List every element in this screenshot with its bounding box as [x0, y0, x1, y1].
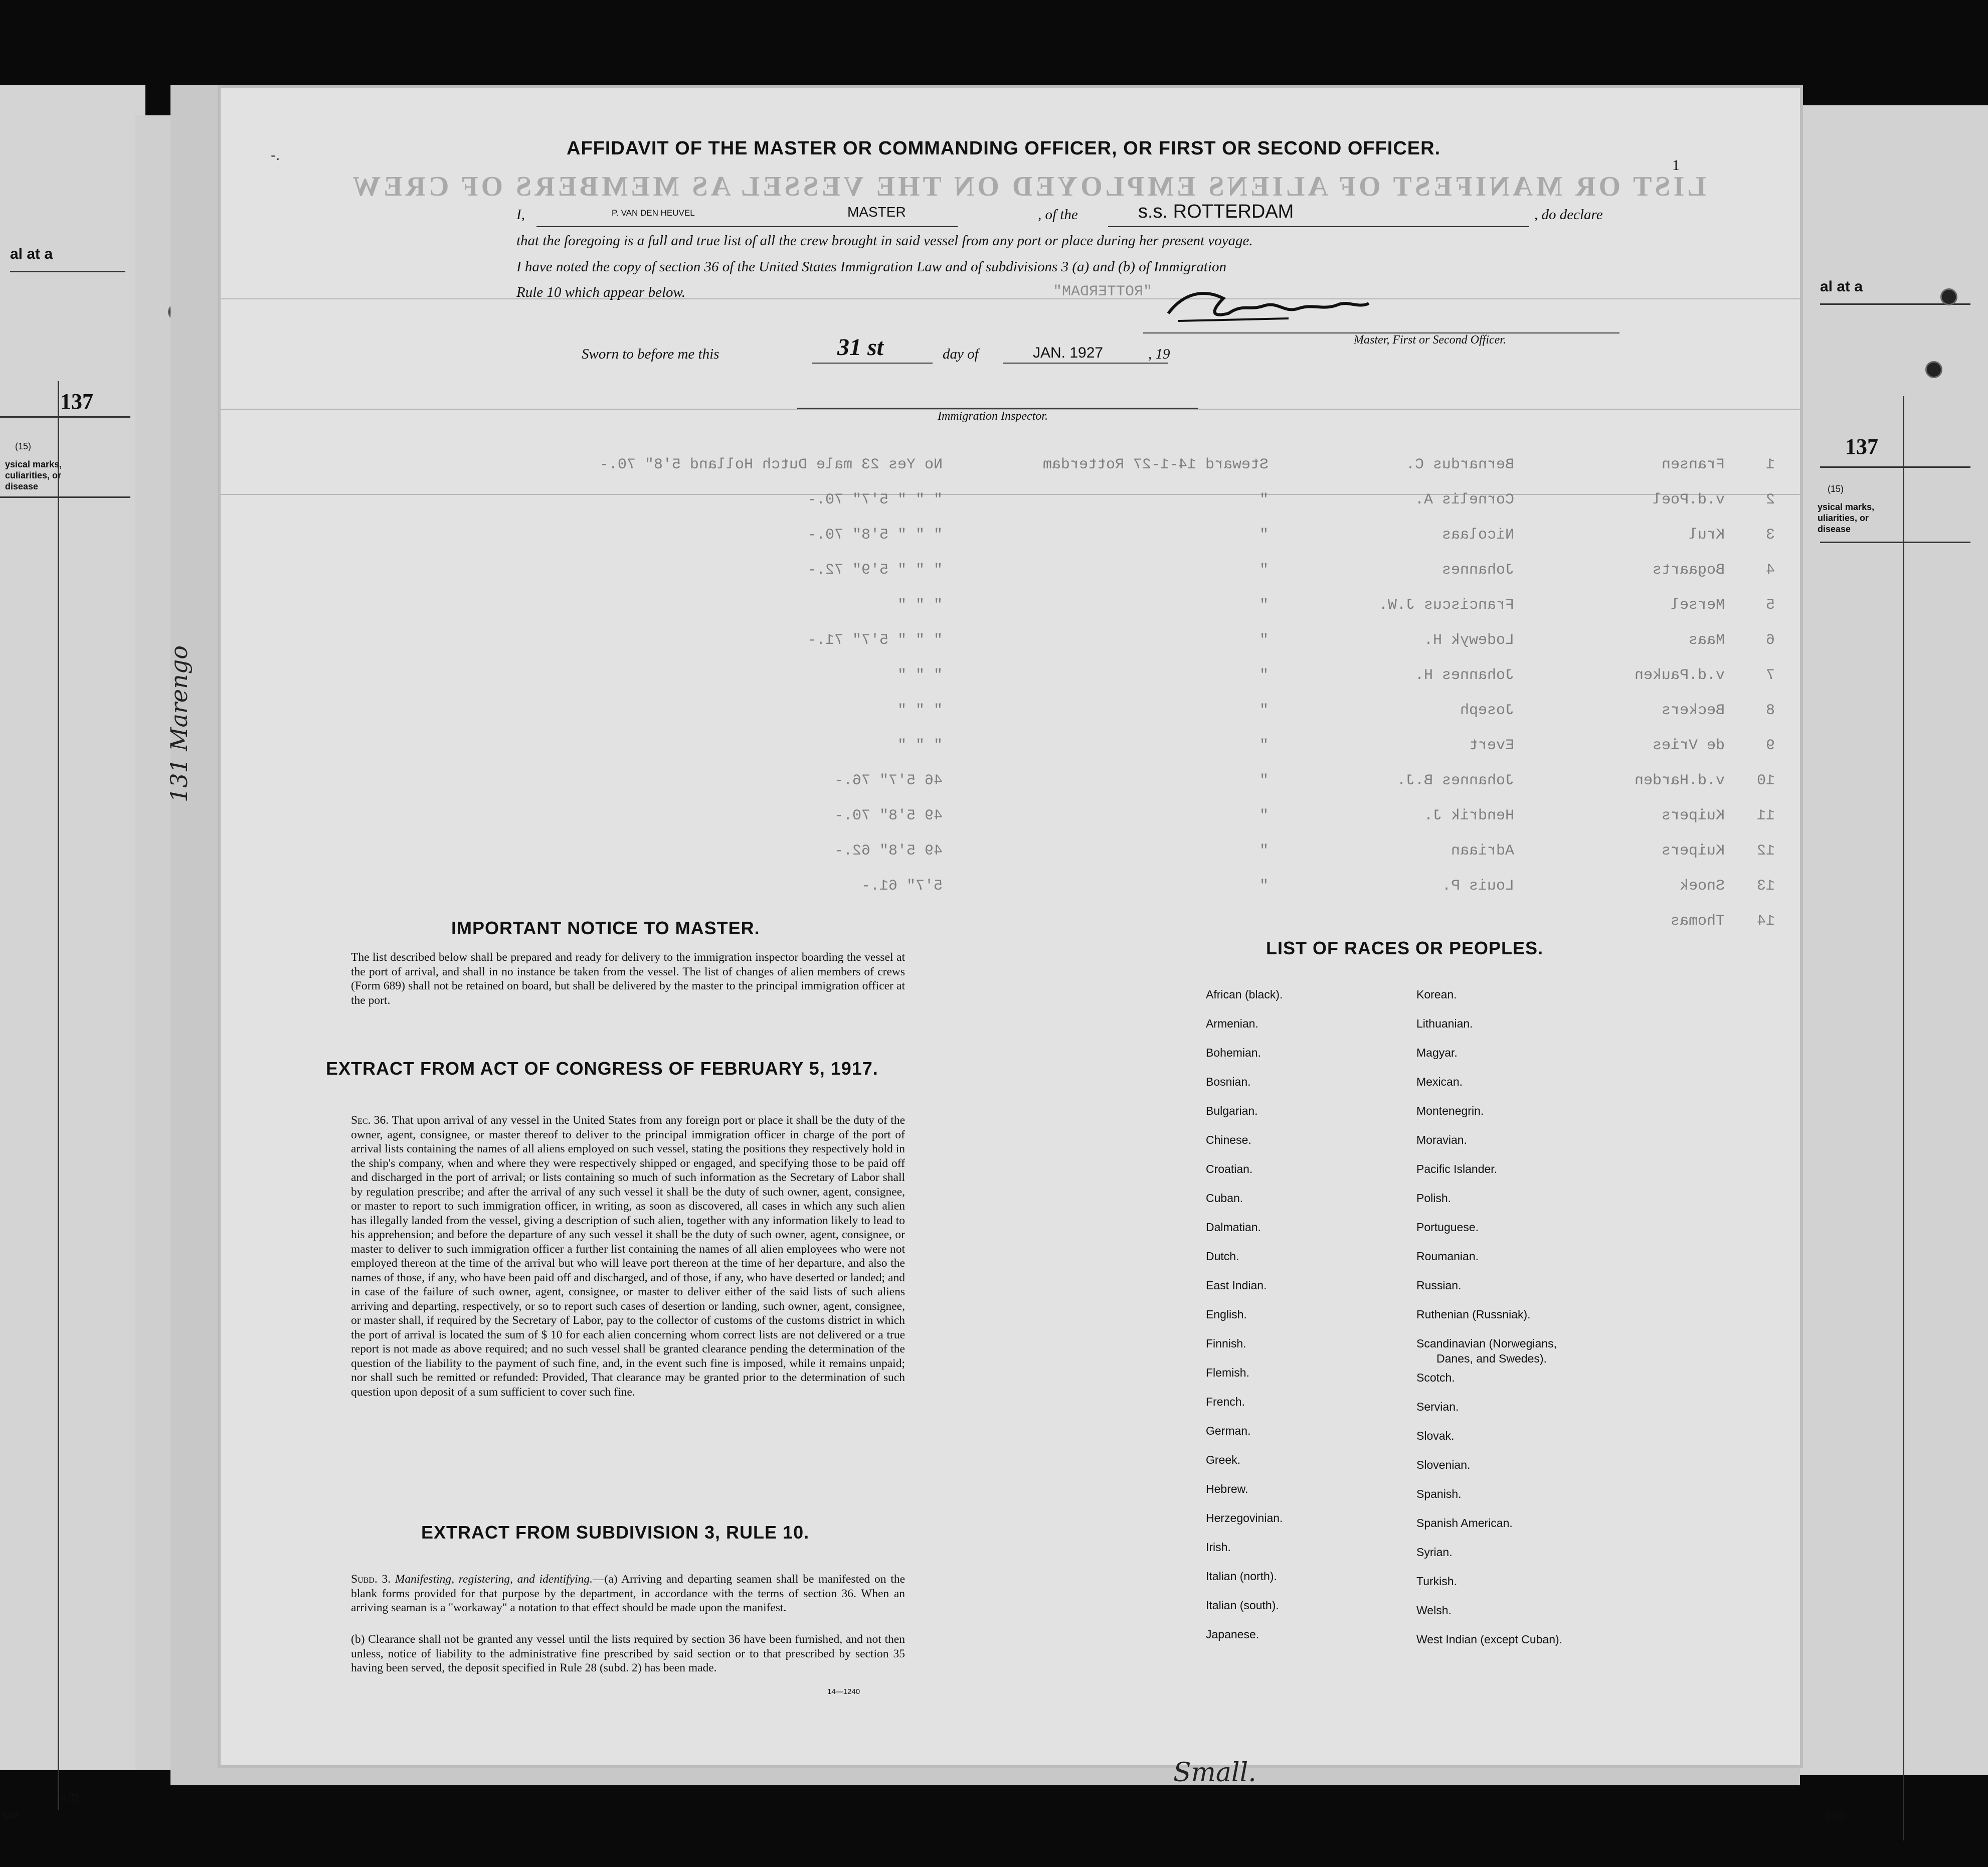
ghost-cell-given: Johannes — [1441, 562, 1514, 579]
ghost-cell-family: Fransen — [1661, 456, 1725, 473]
ghost-cell-tail: No Yes 23 male Dutch Holland 5'8" 70.- — [599, 456, 943, 473]
sworn-day: 31 st — [837, 334, 884, 361]
ghost-row — [311, 842, 1795, 863]
ghost-cell-no: 12 — [1756, 842, 1775, 860]
ghost-cell-extra: " — [1259, 632, 1269, 649]
race-item: Korean. — [1416, 988, 1457, 1001]
ghost-cell-tail: " " " — [897, 667, 943, 684]
side-left-col-label: ysical marks, culiarities, or disease — [5, 459, 62, 491]
race-item: African (black). — [1206, 988, 1283, 1001]
ghost-cell-extra: " — [1259, 702, 1269, 719]
race-item: Japanese. — [1206, 1628, 1259, 1641]
ghost-cell-no: 7 — [1765, 667, 1775, 684]
race-item: Scotch. — [1416, 1371, 1455, 1384]
ghost-cell-family: Snoek — [1679, 878, 1725, 895]
extract-act-body: Sec. 36. That upon arrival of any vessel in the United States from any foreign port or place it shall be the duty of the owner, agent, consignee, or master thereof to deliver to the principal immigration officer in charge of the port of arrival lists containing the names of all aliens employed on such vessel, stating the positions they respectively hold in the ship's company, when and where they were respectively shipped or engaged, and specifying those to be paid off and discharged in the port of arrival; or lists containing so much of such information as the Secretary of Labor shall by regulation prescribe; and after the arrival of any such vessel it shall be the duty of such owner, agent, consignee, or master to report to such immigration officer, in writing, as soon as discovered, all cases in which any such alien has illegally landed from the vessel, giving a description of such alien, together with any information likely to lead to his apprehension; and before the departure of any such vessel it shall be the duty of such owner, agent, consignee, or master to deliver to such immigration officer a further list containing the names of all alien employees who were not employed thereon at the time of the arrival but who will leave port thereon at the time of her departure, and also the names of those, if any, who have been paid off and discharged, and of those, if any, who have deserted or landed; and in case of the failure of such owner, agent, consignee, or master to deliver either of the said lists of such aliens arriving and departing, respectively, or so to report such cases of desertion or landing, such owner, agent, consignee, or master shall, if required by the Secretary of Labor, pay to the collector of customs of the customs district in which the port of arrival is located the sum of $ 10 for each alien concerning whom correct lists are not delivered or a true report is not made as above required; and no such vessel shall be granted clearance pending the determination of the question of the liability to the payment of such fine, and, in the event such fine is imposed, while it remains unpaid; nor shall such be remitted or refunded: Provided, That clearance may be granted prior to the determination of such question upon deposit of a sum sufficient to cover such fine. — [351, 1114, 906, 1399]
ghost-cell-family: Krul — [1688, 527, 1725, 544]
ghost-cell-tail: " " " 5'8" 70.- — [807, 527, 943, 544]
ghost-row — [311, 772, 1795, 792]
ghost-vessel-name: "ROTTERDAM" — [1053, 283, 1153, 300]
race-item: Irish. — [1206, 1541, 1231, 1554]
race-item: Bosnian. — [1206, 1075, 1251, 1088]
race-item: Chinese. — [1206, 1133, 1251, 1146]
ghost-cell-family: Kuipers — [1661, 842, 1725, 860]
race-item: Cuban. — [1206, 1192, 1243, 1205]
ghost-cell-extra: " — [1259, 527, 1269, 544]
race-item: Hebrew. — [1206, 1482, 1248, 1495]
handwritten-bottom: Small. — [1173, 1758, 1256, 1788]
race-item: Dalmatian. — [1206, 1221, 1261, 1234]
ghost-cell-given: Cornelis A. — [1414, 491, 1514, 508]
affidavit-line3: I have noted the copy of section 36 of the United States Immigration Law and of subdivisions 3 (a) and (b) of Immigration — [516, 259, 1227, 275]
ghost-cell-extra: " — [1259, 737, 1269, 754]
affidavit-do-declare: , do declare — [1534, 207, 1603, 223]
race-item: Dutch. — [1206, 1250, 1239, 1263]
ghost-cell-tail: 49 5'8" 70.- — [834, 807, 943, 824]
ghost-row — [311, 632, 1795, 652]
ghost-row — [311, 737, 1795, 757]
race-item: German. — [1206, 1424, 1251, 1437]
race-item: English. — [1206, 1308, 1247, 1321]
race-item: Roumanian. — [1416, 1250, 1479, 1263]
side-left-col-number: (15) — [15, 441, 32, 451]
ghost-row — [311, 456, 1795, 476]
ghost-cell-extra: " — [1259, 842, 1269, 860]
ghost-row — [311, 527, 1795, 547]
master-signature — [1163, 283, 1374, 333]
extract-rule-heading: EXTRACT FROM SUBDIVISION 3, RULE 10. — [421, 1522, 810, 1543]
side-right-col-label: ysical marks, uliarities, or disease — [1818, 502, 1875, 534]
race-item: Pacific Islander. — [1416, 1162, 1498, 1175]
side-right-col-number: (15) — [1828, 484, 1844, 494]
ghost-cell-extra: " — [1259, 597, 1269, 614]
sworn-year: , 19 — [1148, 346, 1170, 362]
race-item: Bulgarian. — [1206, 1104, 1258, 1117]
inspector-caption: Immigration Inspector. — [938, 410, 1048, 423]
form-number: 14—1240 — [827, 1687, 860, 1696]
notice-heading: IMPORTANT NOTICE TO MASTER. — [451, 918, 760, 938]
ghost-cell-no: 10 — [1756, 772, 1775, 789]
race-item: Syrian. — [1416, 1546, 1453, 1559]
race-item: Finnish. — [1206, 1337, 1246, 1350]
ghost-row — [311, 702, 1795, 722]
race-item: Lithuanian. — [1416, 1017, 1473, 1030]
race-item: Armenian. — [1206, 1017, 1258, 1030]
ghost-cell-extra: " — [1259, 491, 1269, 508]
ghost-cell-given: Joseph — [1460, 702, 1514, 719]
race-item: Turkish. — [1416, 1575, 1457, 1588]
ghost-cell-tail: " " " 5'7" 70.- — [807, 491, 943, 508]
ghost-cell-extra: " — [1259, 562, 1269, 579]
affidavit-heading: AFFIDAVIT OF THE MASTER OR COMMANDING OFFICER, OR FIRST OR SECOND OFFICER. — [567, 138, 1441, 159]
ghost-cell-given: Nicolaas — [1441, 527, 1514, 544]
ghost-cell-family: v.d.Pauken — [1634, 667, 1725, 684]
race-item: Magyar. — [1416, 1046, 1458, 1059]
ghost-cell-extra: " — [1259, 878, 1269, 895]
sworn-mid: day of — [943, 346, 979, 362]
race-item: Spanish. — [1416, 1487, 1462, 1500]
race-item: Italian (north). — [1206, 1570, 1277, 1583]
race-item: Flemish. — [1206, 1366, 1249, 1379]
ghost-row — [311, 597, 1795, 617]
sworn-prefix: Sworn to before me this — [582, 346, 719, 362]
race-item: Italian (south). — [1206, 1599, 1279, 1612]
side-left-footer: side. — [3, 1810, 22, 1820]
ghost-cell-tail: " " " — [897, 597, 943, 614]
left-adjacent-page — [0, 85, 145, 1820]
page-number: 1 — [1672, 157, 1680, 174]
ghost-cell-no: 9 — [1765, 737, 1775, 754]
side-right-footer: d (7) — [1825, 1810, 1844, 1820]
ghost-cell-tail: 49 5'8" 62.- — [834, 842, 943, 860]
ghost-cell-extra: " — [1259, 667, 1269, 684]
ghost-cell-family: de Vries — [1652, 737, 1725, 754]
ghost-cell-given: Adriaan — [1451, 842, 1514, 860]
side-left-footer2: d (7) — [60, 1793, 79, 1803]
side-left-marks-text: al at a — [10, 246, 53, 262]
ghost-cell-no: 3 — [1765, 527, 1775, 544]
ghost-cell-family: Maas — [1688, 632, 1725, 649]
ghost-cell-extra: " — [1259, 772, 1269, 789]
race-item: East Indian. — [1206, 1279, 1267, 1292]
ghost-cell-family: Mersel — [1670, 597, 1725, 614]
vessel-name: s.s. ROTTERDAM — [1138, 201, 1294, 222]
ghost-cell-family: v.d.Poel — [1652, 491, 1725, 508]
ghost-cell-given: Johannes H. — [1414, 667, 1514, 684]
race-item: Scandinavian (Norwegians, — [1416, 1337, 1557, 1350]
side-right-marks-text: al at a — [1820, 278, 1863, 295]
master-title: MASTER — [847, 204, 906, 220]
affidavit-of-the: , of the — [1038, 207, 1078, 223]
ghost-cell-family: Thomas — [1670, 913, 1725, 930]
ghost-cell-no: 11 — [1756, 807, 1775, 824]
race-item: Slovak. — [1416, 1429, 1455, 1442]
ghost-cell-family: Beckers — [1661, 702, 1725, 719]
race-item: Herzegovinian. — [1206, 1511, 1283, 1524]
race-item: Polish. — [1416, 1192, 1452, 1205]
race-item: Danes, and Swedes). — [1436, 1352, 1547, 1365]
ghost-cell-given: Lodewyk H. — [1423, 632, 1514, 649]
ghost-cell-family: Bogaarts — [1652, 562, 1725, 579]
ghost-cell-tail: 46 5'7" 76.- — [834, 772, 943, 789]
punch-hole — [1925, 361, 1942, 378]
ghost-cell-given: Bernardus C. — [1405, 456, 1514, 473]
ghost-cell-extra: " — [1259, 807, 1269, 824]
officer-caption: Master, First or Second Officer. — [1354, 333, 1506, 347]
sheet-number: -. — [271, 147, 280, 163]
master-name: P. VAN DEN HEUVEL — [612, 208, 695, 218]
ghost-manifest-header: LIST OR MANIFEST OF ALIENS EMPLOYED ON THE VESSEL AS MEMBERS OF CREW — [349, 171, 1706, 202]
race-item: Servian. — [1416, 1400, 1459, 1413]
race-item: Ruthenian (Russniak). — [1416, 1308, 1531, 1321]
ghost-cell-no: 8 — [1765, 702, 1775, 719]
affidavit-line2: that the foregoing is a full and true list of all the crew brought in said vessel from any port or place during her present voyage. — [516, 233, 1253, 249]
ghost-cell-family: v.d.Harden — [1634, 772, 1725, 789]
race-item: Mexican. — [1416, 1075, 1463, 1088]
ghost-cell-given: Hendrik J. — [1423, 807, 1514, 824]
ghost-row — [311, 807, 1795, 827]
ghost-cell-no: 13 — [1756, 878, 1775, 895]
ghost-cell-given: Louis P. — [1441, 878, 1514, 895]
extract-rule-body-a: Subd. 3. Manifesting, registering, and identifying.—(a) Arriving and departing seamen shall be manifested on the blank forms provided for that purpose by the department, in accordance with the terms of section 36. When an arriving seaman is a "workaway" a notation to that effect should be made upon the manifest. — [351, 1573, 906, 1614]
notice-text: The list described below shall be prepared and ready for delivery to the immigration inspector boarding the vessel at the port of arrival, and shall in no instance be taken from the vessel. The list of changes of alien members of crews (Form 689) shall not be retained on board, but shall be delivered by the master to the principal immigration officer at the port. — [351, 951, 905, 1007]
affidavit-sheet — [221, 88, 1800, 1788]
race-item: West Indian (except Cuban). — [1416, 1633, 1563, 1646]
ghost-row — [311, 878, 1795, 898]
sworn-date: JAN. 1927 — [1033, 345, 1104, 361]
extract-act-heading: EXTRACT FROM ACT OF CONGRESS OF FEBRUARY 5, 1917. — [326, 1058, 878, 1079]
race-item: Bohemian. — [1206, 1046, 1261, 1059]
ghost-cell-tail: 5'7" 61.- — [861, 878, 943, 895]
races-heading: LIST OF RACES OR PEOPLES. — [1266, 938, 1544, 958]
affidavit-line4: Rule 10 which appear below. — [516, 284, 685, 300]
race-item: Croatian. — [1206, 1162, 1253, 1175]
ghost-row — [311, 491, 1795, 512]
right-adjacent-page — [1785, 105, 1988, 1820]
race-item: Moravian. — [1416, 1133, 1467, 1146]
ghost-cell-given: Evert — [1469, 737, 1514, 754]
ghost-cell-tail: " " " — [897, 737, 943, 754]
ghost-row — [311, 667, 1795, 687]
ghost-cell-given: Franciscus J.W. — [1378, 597, 1514, 614]
ghost-cell-given: Johannes B.J. — [1396, 772, 1514, 789]
race-item: Spanish American. — [1416, 1516, 1513, 1530]
ghost-cell-tail: " " " — [897, 702, 943, 719]
race-item: Slovenian. — [1416, 1458, 1471, 1471]
affidavit-line1-prefix: I, — [516, 207, 525, 223]
ghost-cell-no: 4 — [1765, 562, 1775, 579]
side-right-number: 137 — [1845, 434, 1878, 459]
ghost-cell-tail: " " " 5'9" 72.- — [807, 562, 943, 579]
punch-hole — [1940, 288, 1957, 305]
ghost-cell-no: 6 — [1765, 632, 1775, 649]
race-item: Portuguese. — [1416, 1221, 1479, 1234]
ghost-cell-no: 1 — [1765, 456, 1775, 473]
ghost-cell-no: 2 — [1765, 491, 1775, 508]
race-item: Russian. — [1416, 1279, 1462, 1292]
ghost-cell-family: Kuipers — [1661, 807, 1725, 824]
race-item: Welsh. — [1416, 1604, 1452, 1617]
race-item: French. — [1206, 1395, 1245, 1408]
race-item: Greek. — [1206, 1453, 1241, 1466]
ghost-cell-extra: Steward 14-1-27 Rotterdam — [1042, 456, 1269, 473]
extract-rule-body-b: (b) Clearance shall not be granted any vessel until the lists required by section 36 have been furnished, and not then unless, notice of liability to the administrative fine prescribed by said section or to that prescribed by section 35 having been served, the deposit specified in Rule 28 (subd. 2) has been made. — [351, 1633, 905, 1674]
handwritten-margin-note: 131 Marengo — [165, 645, 193, 802]
ghost-cell-tail: " " " 5'7" 71.- — [807, 632, 943, 649]
ghost-cell-no: 14 — [1756, 913, 1775, 930]
race-item: Montenegrin. — [1416, 1104, 1484, 1117]
side-left-number: 137 — [60, 389, 93, 414]
ghost-cell-no: 5 — [1765, 597, 1775, 614]
ghost-row — [311, 562, 1795, 582]
